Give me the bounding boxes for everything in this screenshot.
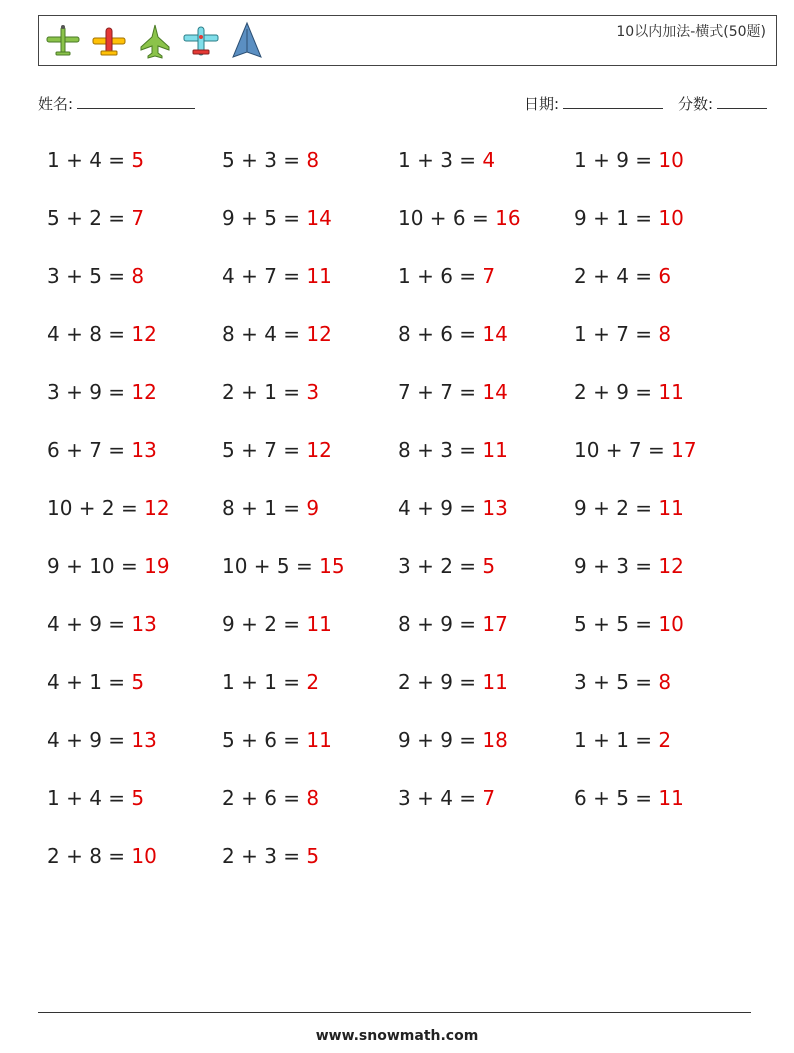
problem-answer: 10 (658, 148, 684, 172)
problem-question: 8 + 9 = (398, 612, 483, 636)
problem-question: 9 + 2 = (222, 612, 307, 636)
problem-item (222, 783, 319, 813)
problem-question: 7 + 7 = (398, 380, 483, 404)
problem-answer: 5 (306, 844, 320, 868)
problem-answer: 14 (306, 206, 332, 230)
problem-answer: 10 (658, 612, 684, 636)
problem-answer: 7 (482, 264, 496, 288)
problem-question: 8 + 3 = (398, 438, 483, 462)
problem-question: 6 + 7 = (47, 438, 132, 462)
problem-item (222, 435, 332, 465)
problem-question: 2 + 9 = (574, 380, 659, 404)
problem-item (222, 725, 332, 755)
problem-item (398, 377, 508, 407)
problem-answer: 8 (306, 148, 320, 172)
green-propeller-plane-icon (41, 19, 85, 63)
problem-question: 4 + 9 = (47, 728, 132, 752)
problem-answer: 11 (658, 786, 684, 810)
score-label: 分数: (678, 95, 714, 113)
problem-answer: 13 (131, 438, 157, 462)
date-blank (563, 94, 663, 109)
problem-item (222, 377, 319, 407)
problem-answer: 8 (306, 786, 320, 810)
problem-item (574, 667, 671, 697)
problem-question: 3 + 9 = (47, 380, 132, 404)
blue-delta-jet-icon (225, 19, 269, 63)
problem-answer: 14 (482, 380, 508, 404)
problem-answer: 8 (658, 670, 672, 694)
problem-item (47, 725, 157, 755)
problem-item (47, 377, 157, 407)
problem-question: 9 + 3 = (574, 554, 659, 578)
problem-answer: 10 (658, 206, 684, 230)
problem-answer: 18 (482, 728, 508, 752)
name-blank (77, 94, 195, 109)
problem-item (574, 435, 697, 465)
problem-item (574, 725, 671, 755)
problem-answer: 12 (306, 438, 332, 462)
problem-question: 8 + 4 = (222, 322, 307, 346)
problem-item (47, 841, 157, 871)
problem-answer: 11 (306, 728, 332, 752)
problem-answer: 4 (482, 148, 496, 172)
problem-question: 5 + 2 = (47, 206, 132, 230)
problem-question: 9 + 9 = (398, 728, 483, 752)
problem-answer: 16 (495, 206, 521, 230)
problem-question: 4 + 9 = (47, 612, 132, 636)
problem-answer: 8 (658, 322, 672, 346)
problem-question: 2 + 8 = (47, 844, 132, 868)
problem-answer: 3 (306, 380, 320, 404)
problem-question: 3 + 5 = (574, 670, 659, 694)
red-yellow-plane-icon (87, 19, 131, 63)
problem-item (222, 551, 345, 581)
problem-answer: 13 (131, 728, 157, 752)
problem-answer: 17 (671, 438, 697, 462)
problem-question: 10 + 7 = (574, 438, 672, 462)
problem-item (47, 667, 144, 697)
problem-question: 2 + 1 = (222, 380, 307, 404)
problem-answer: 14 (482, 322, 508, 346)
problem-item (398, 551, 495, 581)
problem-item (222, 667, 319, 697)
problem-answer: 8 (131, 264, 145, 288)
problem-answer: 5 (131, 670, 145, 694)
problem-answer: 12 (658, 554, 684, 578)
date-field (524, 93, 663, 114)
problem-item (398, 493, 508, 523)
problem-item (574, 783, 684, 813)
problem-question: 8 + 1 = (222, 496, 307, 520)
problem-item (222, 841, 319, 871)
problem-answer: 17 (482, 612, 508, 636)
footer-url: www.snowmath.com (315, 1028, 479, 1044)
problem-question: 1 + 4 = (47, 786, 132, 810)
problem-item (47, 609, 157, 639)
problem-question: 1 + 1 = (222, 670, 307, 694)
problem-question: 2 + 4 = (574, 264, 659, 288)
problem-item (47, 783, 144, 813)
problem-answer: 11 (306, 612, 332, 636)
problem-answer: 6 (658, 264, 672, 288)
problem-answer: 7 (131, 206, 145, 230)
problem-answer: 11 (306, 264, 332, 288)
problem-question: 2 + 9 = (398, 670, 483, 694)
problem-item (398, 783, 495, 813)
problem-answer: 15 (319, 554, 345, 578)
problem-question: 6 + 5 = (574, 786, 659, 810)
problem-item (222, 609, 332, 639)
problem-answer: 10 (131, 844, 157, 868)
teal-propeller-plane-icon (179, 19, 223, 63)
problem-answer: 2 (658, 728, 672, 752)
problem-answer: 7 (482, 786, 496, 810)
problem-answer: 5 (482, 554, 496, 578)
problem-answer: 13 (131, 612, 157, 636)
problem-question: 4 + 7 = (222, 264, 307, 288)
problem-question: 1 + 9 = (574, 148, 659, 172)
problem-question: 3 + 5 = (47, 264, 132, 288)
problem-answer: 12 (306, 322, 332, 346)
problem-question: 9 + 1 = (574, 206, 659, 230)
problem-question: 1 + 1 = (574, 728, 659, 752)
problem-item (398, 145, 495, 175)
problem-answer: 12 (131, 380, 157, 404)
problem-answer: 5 (131, 148, 145, 172)
problem-answer: 9 (306, 496, 320, 520)
problem-question: 10 + 2 = (47, 496, 145, 520)
problem-question: 2 + 6 = (222, 786, 307, 810)
problem-question: 5 + 6 = (222, 728, 307, 752)
date-label: 日期: (524, 95, 560, 113)
problem-item (47, 319, 157, 349)
score-blank (717, 94, 767, 109)
problem-answer: 13 (482, 496, 508, 520)
footer-divider (38, 1012, 751, 1013)
problem-answer: 11 (482, 670, 508, 694)
problem-answer: 11 (658, 496, 684, 520)
problem-question: 10 + 6 = (398, 206, 496, 230)
problem-answer: 12 (131, 322, 157, 346)
problem-item (574, 493, 684, 523)
problem-question: 9 + 2 = (574, 496, 659, 520)
problem-item (222, 319, 332, 349)
problem-answer: 2 (306, 670, 320, 694)
problem-item (47, 261, 144, 291)
problem-answer: 19 (144, 554, 170, 578)
problem-question: 8 + 6 = (398, 322, 483, 346)
problem-item (398, 667, 508, 697)
problem-question: 5 + 5 = (574, 612, 659, 636)
problem-item (47, 203, 144, 233)
problem-question: 9 + 10 = (47, 554, 145, 578)
score-field (678, 93, 767, 114)
problem-answer: 11 (658, 380, 684, 404)
problem-item (222, 261, 332, 291)
name-field (38, 93, 195, 114)
problem-item (398, 609, 508, 639)
problem-item (222, 493, 319, 523)
worksheet-title: 10以内加法-横式(50题) (616, 24, 766, 40)
problem-item (574, 203, 684, 233)
problem-question: 9 + 5 = (222, 206, 307, 230)
problem-item (47, 493, 170, 523)
icon-row (41, 19, 269, 63)
problem-question: 1 + 7 = (574, 322, 659, 346)
problem-question: 1 + 4 = (47, 148, 132, 172)
problem-item (222, 203, 332, 233)
problem-item (574, 609, 684, 639)
problem-item (398, 435, 508, 465)
problem-answer: 5 (131, 786, 145, 810)
problem-item (47, 435, 157, 465)
problem-item (398, 319, 508, 349)
problem-answer: 12 (144, 496, 170, 520)
problem-question: 3 + 2 = (398, 554, 483, 578)
problem-question: 4 + 1 = (47, 670, 132, 694)
problem-item (398, 203, 521, 233)
problem-question: 3 + 4 = (398, 786, 483, 810)
problem-item (574, 319, 671, 349)
header-box (38, 15, 777, 66)
problem-answer: 11 (482, 438, 508, 462)
name-label: 姓名: (38, 95, 74, 113)
green-jet-icon (133, 19, 177, 63)
problem-item (574, 377, 684, 407)
problem-question: 5 + 3 = (222, 148, 307, 172)
problem-item (574, 261, 671, 291)
problem-item (574, 551, 684, 581)
problem-item (398, 725, 508, 755)
problem-item (574, 145, 684, 175)
problem-item (47, 551, 170, 581)
problem-item (398, 261, 495, 291)
problem-question: 1 + 3 = (398, 148, 483, 172)
problem-question: 4 + 8 = (47, 322, 132, 346)
problem-question: 1 + 6 = (398, 264, 483, 288)
problem-question: 5 + 7 = (222, 438, 307, 462)
problem-item (47, 145, 144, 175)
problem-question: 2 + 3 = (222, 844, 307, 868)
problem-question: 10 + 5 = (222, 554, 320, 578)
problem-item (222, 145, 319, 175)
problem-question: 4 + 9 = (398, 496, 483, 520)
